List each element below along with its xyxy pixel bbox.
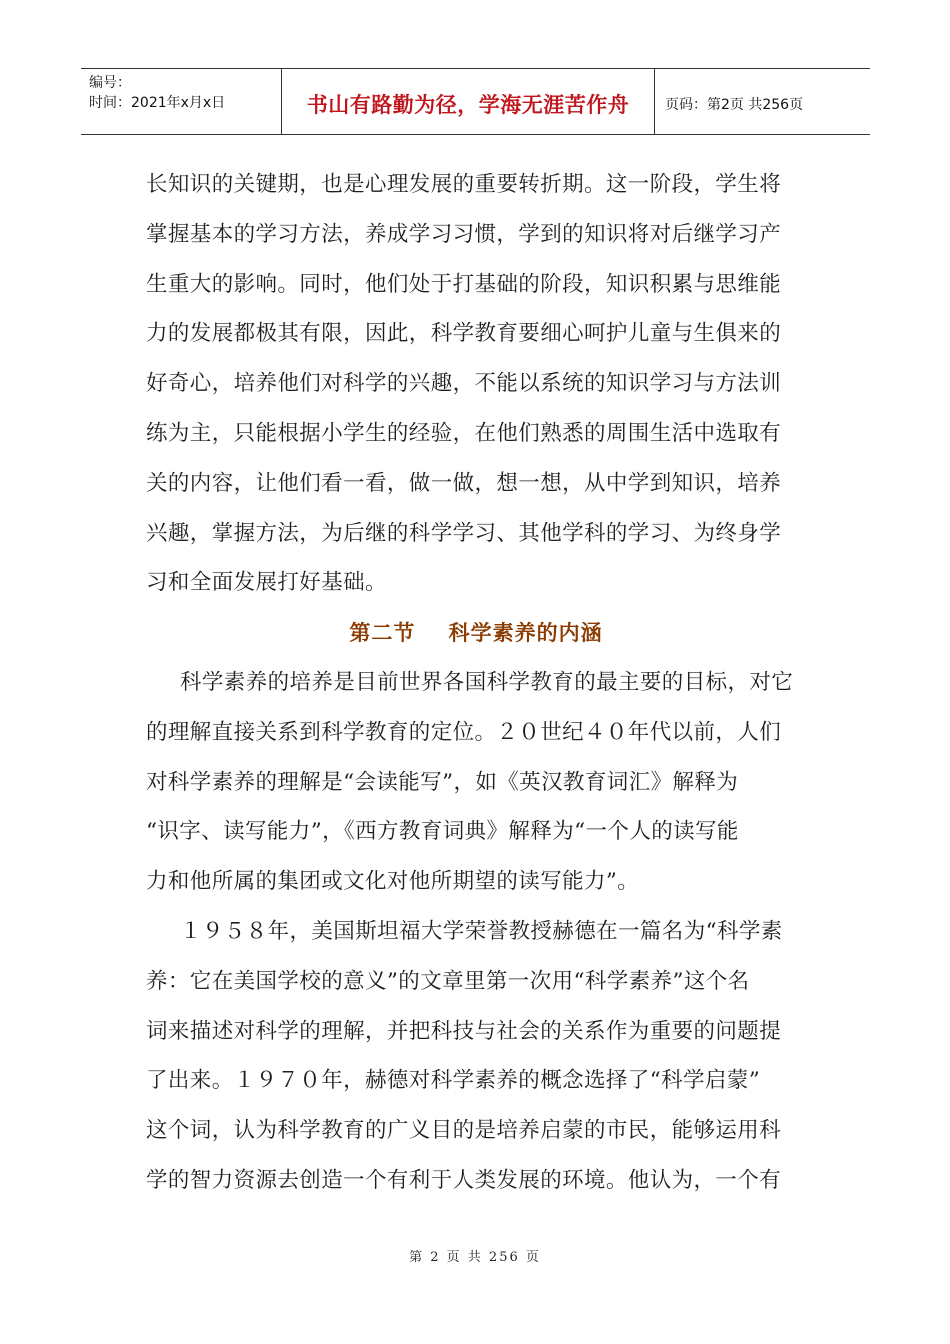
text-line: 的理解直接关系到科学教育的定位。２０世纪４０年代以前，人们 [146, 719, 782, 745]
text-line: 力的发展都极其有限，因此，科学教育要细心呵护儿童与生俱来的 [146, 321, 782, 347]
text-line: 这个词，认为科学教育的广义目的是培养启蒙的市民，能够运用科 [146, 1118, 782, 1144]
paragraph-first-line: １９５８年，美国斯坦福大学荣誉教授赫德在一篇名为“科学素 [180, 918, 783, 944]
page-header [81, 68, 870, 135]
date-label: 时间：2021年x月x日 [89, 95, 226, 111]
text-line: “识字、读写能力”，《西方教育词典》解释为“一个人的读写能 [146, 819, 739, 845]
text-line: 对科学素养的理解是“会读能写”，如《英汉教育词汇》解释为 [146, 769, 739, 795]
text-line: 了出来。１９７０年，赫德对科学素养的概念选择了“科学启蒙” [146, 1068, 761, 1094]
paragraph-first-line: 科学素养的培养是目前世界各国科学教育的最主要的目标，对它 [180, 669, 794, 695]
section-heading: 第二节 科学素养的内涵 [349, 620, 603, 646]
header-motto: 书山有路勤为径，学海无涯苦作舟 [282, 69, 655, 134]
text-line: 关的内容，让他们看一看，做一做，想一想，从中学到知识，培养 [146, 470, 782, 496]
header-meta-cell [81, 69, 282, 134]
header-page-info: 页码：第2页 共256页 [665, 96, 804, 113]
text-line: 养：它在美国学校的意义”的文章里第一次用“科学素养”这个名 [146, 968, 750, 994]
text-line: 练为主，只能根据小学生的经验，在他们熟悉的周围生活中选取有 [146, 420, 782, 446]
text-line: 长知识的关键期，也是心理发展的重要转折期。这一阶段，学生将 [146, 172, 782, 197]
text-line: 生重大的影响。同时，他们处于打基础的阶段，知识积累与思维能 [146, 271, 782, 297]
text-line: 兴趣，掌握方法，为后继的科学学习、其他学科的学习、为终身学 [146, 520, 782, 546]
text-line: 学的智力资源去创造一个有利于人类发展的环境。他认为，一个有 [146, 1167, 782, 1193]
text-line: 好奇心，培养他们对科学的兴趣，不能以系统的知识学习与方法训 [146, 371, 782, 397]
code-label: 编号： [89, 75, 131, 91]
text-line: 词来描述对科学的理解，并把科技与社会的关系作为重要的问题提 [146, 1018, 782, 1044]
page-footer: 第 2 页 共 256 页 [409, 1250, 541, 1265]
text-line: 掌握基本的学习方法，养成学习习惯，学到的知识将对后继学习产 [146, 221, 782, 247]
text-line: 力和他所属的集团或文化对他所期望的读写能力”。 [146, 869, 640, 895]
text-line: 习和全面发展打好基础。 [146, 570, 387, 596]
document-body [146, 160, 806, 1206]
